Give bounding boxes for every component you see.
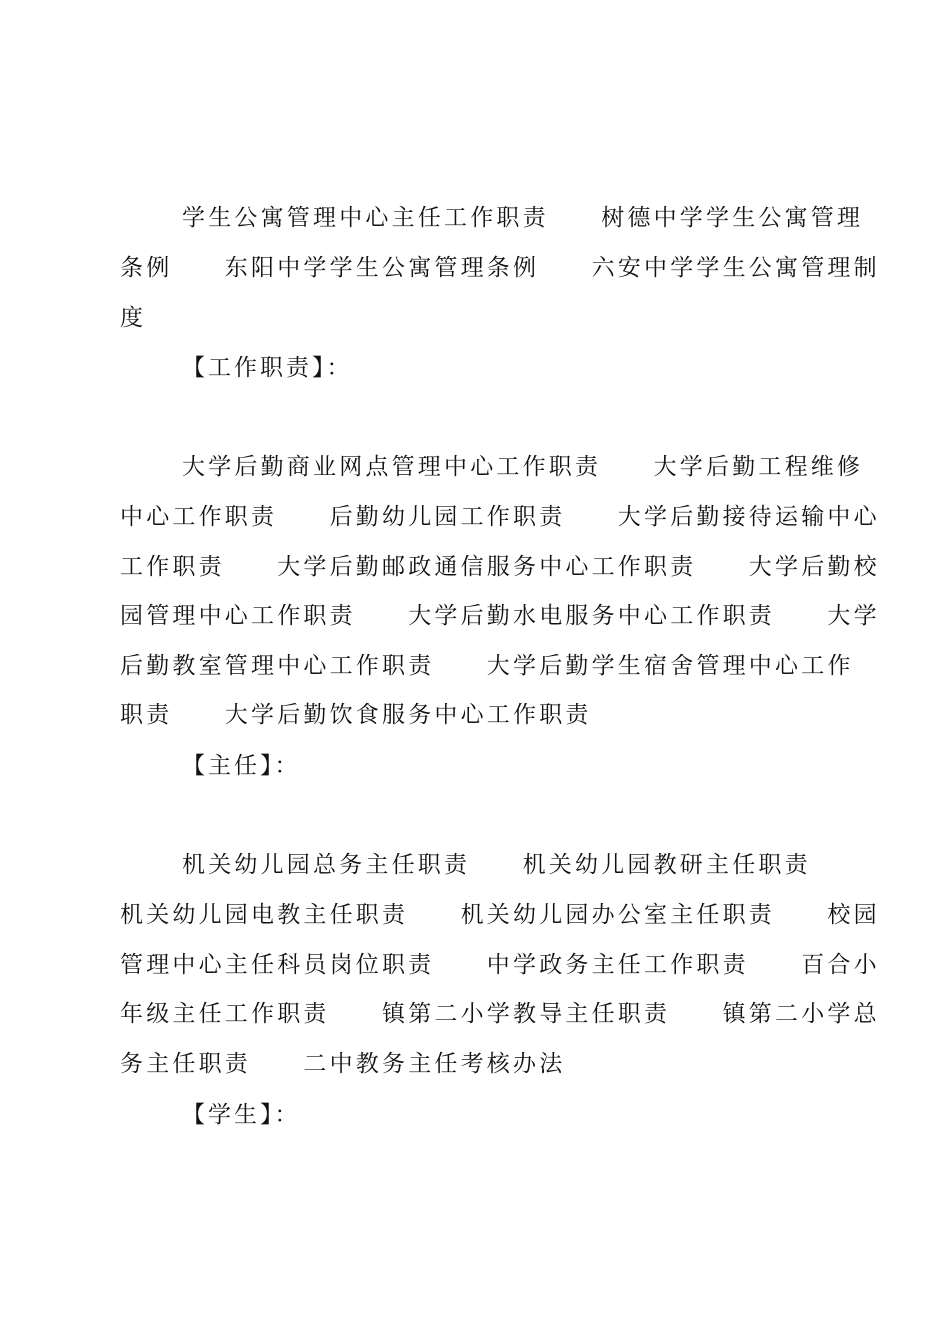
- paragraph-line: 务主任职责 二中教务主任考核办法: [120, 1051, 566, 1077]
- paragraph-line: 条例 东阳中学学生公寓管理条例 六安中学学生公寓管理制: [120, 255, 880, 281]
- paragraph-line: 园管理中心工作职责 大学后勤水电服务中心工作职责 大学: [120, 603, 880, 629]
- section-heading-student: 【学生】：: [182, 1102, 301, 1128]
- paragraph-line: 学生公寓管理中心主任工作职责 树德中学学生公寓管理: [182, 205, 864, 231]
- section-heading-director: 【主任】：: [182, 753, 301, 779]
- paragraph-line: 职责 大学后勤饮食服务中心工作职责: [120, 702, 592, 728]
- paragraph-line: 大学后勤商业网点管理中心工作职责 大学后勤工程维修: [182, 454, 864, 480]
- section-heading-work-duty: 【工作职责】：: [182, 355, 353, 381]
- paragraph-line: 工作职责 大学后勤邮政通信服务中心工作职责 大学后勤校: [120, 554, 880, 580]
- paragraph-line: 机关幼儿园电教主任职责 机关幼儿园办公室主任职责 校园: [120, 902, 880, 928]
- paragraph-line: 管理中心主任科员岗位职责 中学政务主任工作职责 百合小: [120, 952, 880, 978]
- paragraph-line: 年级主任工作职责 镇第二小学教导主任职责 镇第二小学总: [120, 1001, 880, 1027]
- paragraph-line: 机关幼儿园总务主任职责 机关幼儿园教研主任职责: [182, 852, 811, 878]
- paragraph-line: 后勤教室管理中心工作职责 大学后勤学生宿舍管理中心工作: [120, 653, 854, 679]
- paragraph-line: 中心工作职责 后勤幼儿园工作职责 大学后勤接待运输中心: [120, 504, 880, 530]
- paragraph-line: 度: [120, 305, 147, 331]
